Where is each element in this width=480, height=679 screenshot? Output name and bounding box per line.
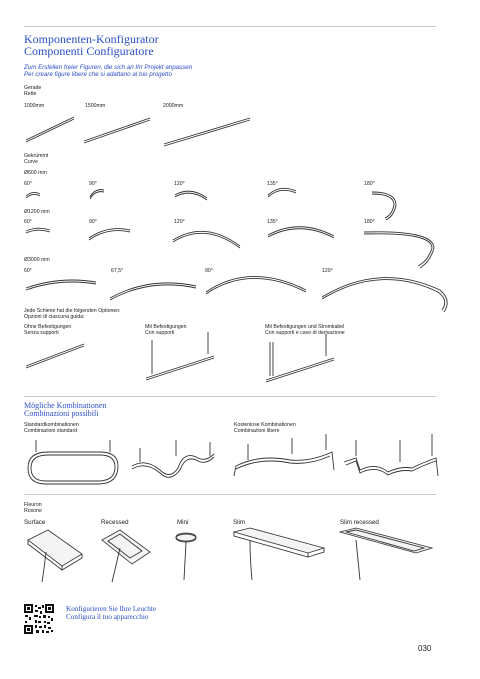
- combinations-free-de: Kostenlose Kombinationen: [234, 422, 296, 428]
- d1200-angle-60: 60°: [24, 219, 32, 225]
- d1200-angle-90: 90°: [89, 219, 97, 225]
- configure-link-de[interactable]: Konfigurieren Sie Ihre Leuchte: [66, 605, 157, 613]
- fleuron-label-it: Rosone: [24, 508, 42, 514]
- curved-label-de: Gekrümmt: [24, 153, 49, 159]
- fleuron-slim-recessed-rosette: [340, 528, 432, 580]
- title-it: Componenti Configuratore: [24, 44, 154, 58]
- option-2-it: Con supporti: [145, 330, 175, 336]
- combinations-standard-it: Combinazioni standard: [24, 428, 78, 434]
- d3000-angle-67: 67,5°: [111, 268, 124, 274]
- fleuron-recessed-rosette: [102, 530, 150, 582]
- fleuron-slim-label: Slim: [233, 519, 246, 526]
- straight-1000-label: 1000mm: [24, 103, 45, 109]
- configure-link-it[interactable]: Configura il tuo apparecchio: [66, 613, 149, 621]
- straight-2000-label: 2000mm: [163, 103, 184, 109]
- fleuron-surface-label: Surface: [24, 519, 46, 526]
- d1200-angle-135: 135°: [267, 219, 278, 225]
- fleuron-slim-rosette: [234, 528, 324, 580]
- intro-it: Per creare figure libere che si adattano al tuo progetto: [24, 71, 172, 78]
- qr-code[interactable]: [24, 604, 54, 634]
- option-3-it: Con supporti e cavo di derivazione: [265, 330, 345, 336]
- straight-label-de: Gerade: [24, 85, 42, 91]
- straight-1500-label: 1500mm: [85, 103, 106, 109]
- curved-label-it: Curve: [24, 159, 38, 165]
- d3000-label: Ø3000 mm: [24, 257, 50, 263]
- page-number: 030: [418, 644, 432, 653]
- d1200-angle-180: 180°: [364, 219, 375, 225]
- d3000-angle-120: 120°: [322, 268, 333, 274]
- d600-angle-60: 60°: [24, 181, 32, 187]
- d3000-angle-60: 60°: [24, 268, 32, 274]
- fleuron-label-de: Fleuron: [24, 502, 42, 508]
- d3000-angle-90: 90°: [205, 268, 213, 274]
- straight-label-it: Rette: [24, 91, 37, 97]
- d600-angle-90: 90°: [89, 181, 97, 187]
- combinations-title-it: Combinazioni possibili: [24, 409, 99, 418]
- fleuron-surface-rosette: [28, 530, 82, 582]
- d1200-angle-120: 120°: [174, 219, 185, 225]
- fleuron-mini-rosette: [176, 533, 196, 580]
- d600-angle-135: 135°: [267, 181, 278, 187]
- intro-de: Zum Erstellen freier Figuren, die sich an Ihr Projekt anpassen: [24, 64, 193, 71]
- combinations-standard-de: Standardkombinationen: [24, 422, 79, 428]
- options-intro-it: Opzioni di ciascuna guida:: [24, 314, 85, 320]
- option-1-it: Senza supporti: [24, 330, 59, 336]
- options-intro-de: Jede Schiene hat die folgenden Optionen:: [24, 308, 121, 314]
- d600-label: Ø600 mm: [24, 170, 47, 176]
- title-de: Komponenten-Konfigurator: [24, 32, 159, 46]
- fleuron-recessed-label: Recessed: [101, 519, 129, 526]
- d1200-label: Ø1200 mm: [24, 209, 50, 215]
- option-3-de: Mit Befestigungen und Stromkabel: [265, 324, 345, 330]
- combinations-free-it: Combinazioni libere: [234, 428, 280, 434]
- fleuron-mini-label: Mini: [177, 519, 189, 526]
- combinations-title-de: Mögliche Kombinationen: [24, 401, 107, 410]
- d600-angle-180: 180°: [364, 181, 375, 187]
- d600-angle-120: 120°: [174, 181, 185, 187]
- fleuron-slim-recessed-label: Slim recessed: [340, 519, 379, 526]
- option-2-de: Mit Befestigungen: [145, 324, 187, 330]
- option-1-de: Ohne Befestigungen: [24, 324, 72, 330]
